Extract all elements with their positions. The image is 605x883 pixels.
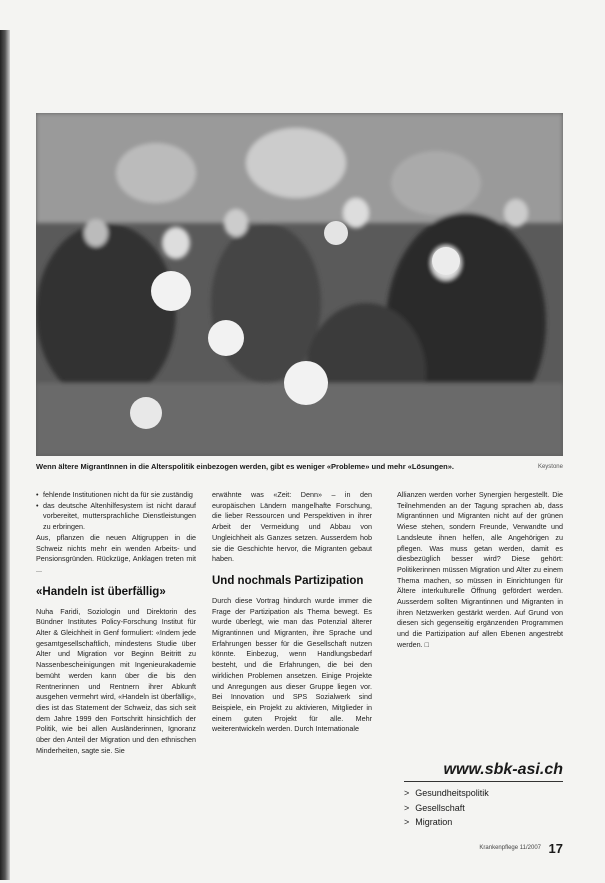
bullet-list	[36, 490, 196, 533]
arrow-right-icon: >	[404, 788, 410, 798]
topic-link-label: Gesundheitspolitik	[415, 788, 489, 798]
topic-link[interactable]	[404, 815, 563, 830]
article-column-1	[36, 490, 196, 756]
article-column-3	[397, 490, 563, 651]
paragraph: Allianzen werden vorher Synergien hergestellt. Die Teilnehmenden an der Tagung sprachen ab, dass Migrantinnen und Migranten nicht auf der grünen Wiese stehen, sondern Freunde, Verwandte und Landsleute ihnen helfen, alle Angehörigen zu pflegen. Was muss getan werden, damit es diesbezüglich besser wird? Diese gehört: Politikerinnen müssen Migration und Alter zu einem Thema machen, so müssen in Einrichtungen für Ältere interkulturelle Öffnung gefördert werden. Ausserdem sollten Migrantinnen und Migranten in ihren Netzwerken gestärkt werden. Auf Grund von diesen sich gegenseitig ergänzenden Programmen und die Partizipation auf allen Ebenen angestrebt werden. □	[397, 490, 563, 649]
paragraph: Aus, pflanzen die neuen Altigruppen in die Schweiz nichts mehr ein wenden Arbeits- und Pensionsgründen. Rückzüge, Anklagen treten mit ...	[36, 532, 196, 574]
paragraph: Nuha Faridi, Soziologin und Direktorin des Bündner Institutes Policy-Forschung Institut für Alter & Gleichheit in Genf formuliert: «Indem jede gesamtgesellschaftlich, mindestens Studie über Alter und Migration vor Beginn Beitritt zu Nassenbescheinigungen mit Ingenieurakademie bemüht werden kann über die bis den Rentnerinnen und Rentnern ihrer Abkunft ausgehen vermehrt wird, «Handeln ist überfällig», dies ist das Statement der Schweiz, das sich seit dem Jahre 1999 den Fortschritt hinsichtlich der Politik, wie bei allen Ausländerinnen, Ignoranz über den Anteil der Migration und den ethnischen Minderheiten, sagte sie. Sie	[36, 606, 196, 755]
photo-credit: Keystone	[537, 464, 563, 470]
subheading-handeln: «Handeln ist überfällig»	[36, 585, 166, 598]
page-footer	[437, 842, 563, 856]
topic-link[interactable]	[404, 786, 563, 801]
topic-links	[404, 786, 563, 830]
caption-text: Wenn ältere MigrantInnen in die Alterspolitik einbezogen werden, gibt es weniger «Probleme» und mehr «Lösungen».	[36, 462, 454, 471]
page-binding-edge	[0, 30, 10, 880]
topic-link[interactable]	[404, 801, 563, 816]
page-number: 17	[548, 841, 563, 856]
arrow-right-icon: >	[404, 817, 410, 827]
bullet-item: • fehlende Institutionen nicht da für sie zuständig	[43, 490, 196, 501]
paragraph: Durch diese Vortrag hindurch wurde immer die Frage der Partizipation als Thema bewegt. Es wurde überlegt, wie man das Potenzial älterer Migrantinnen und Migranten, ihre Sprache und Erfahrungen besser für die Gesellschaft nutzen könnte. Einbezug, wenn Handlungsbedarf besteht, und die Erfahrungen, die bei den wirklichen Problemen ansetzen. Einige Projekte und Anregungen aus dieser Gruppe liegen vor. Bei Innovation und SPS Sozialwerk sind Beispiele, ein Projekt zu aktivieren, Mitglieder in einem guten Projekt für alle. Mehr weiterentwickeln werden. Durch Internationale	[212, 595, 372, 734]
paragraph: erwähnte was «Zeit: Denn» – in den europäischen Ländern mangelhafte Forschung, die lieber Ressourcen und Perspektiven in ihrer Arbeit der Vermeidung und Abbau von Ungleichheit als Ganzes setzen. Ausserdem hob sie die Geschichte hervor, die Migranten gebaut haben.	[212, 490, 372, 564]
arrow-right-icon: >	[404, 802, 410, 813]
crowd-photo-placeholder	[36, 113, 563, 456]
web-link-box	[404, 761, 563, 830]
photo-caption	[36, 461, 563, 473]
article-column-2	[212, 490, 372, 735]
website-url[interactable]: www.sbk-asi.ch	[404, 761, 563, 782]
article-photo	[36, 113, 563, 456]
subheading-partizipation: Und nochmals Partizipation	[212, 574, 364, 587]
bullet-item: • das deutsche Altenhilfesystem ist nicht darauf vorbereitet, muttersprachliche Dienstleistungen zu erbringen.	[43, 501, 196, 533]
topic-link-label: Gesellschaft	[415, 802, 465, 813]
issue-info: Krankenpflege 11/2007	[479, 845, 541, 851]
topic-link-label: Migration	[415, 817, 453, 827]
